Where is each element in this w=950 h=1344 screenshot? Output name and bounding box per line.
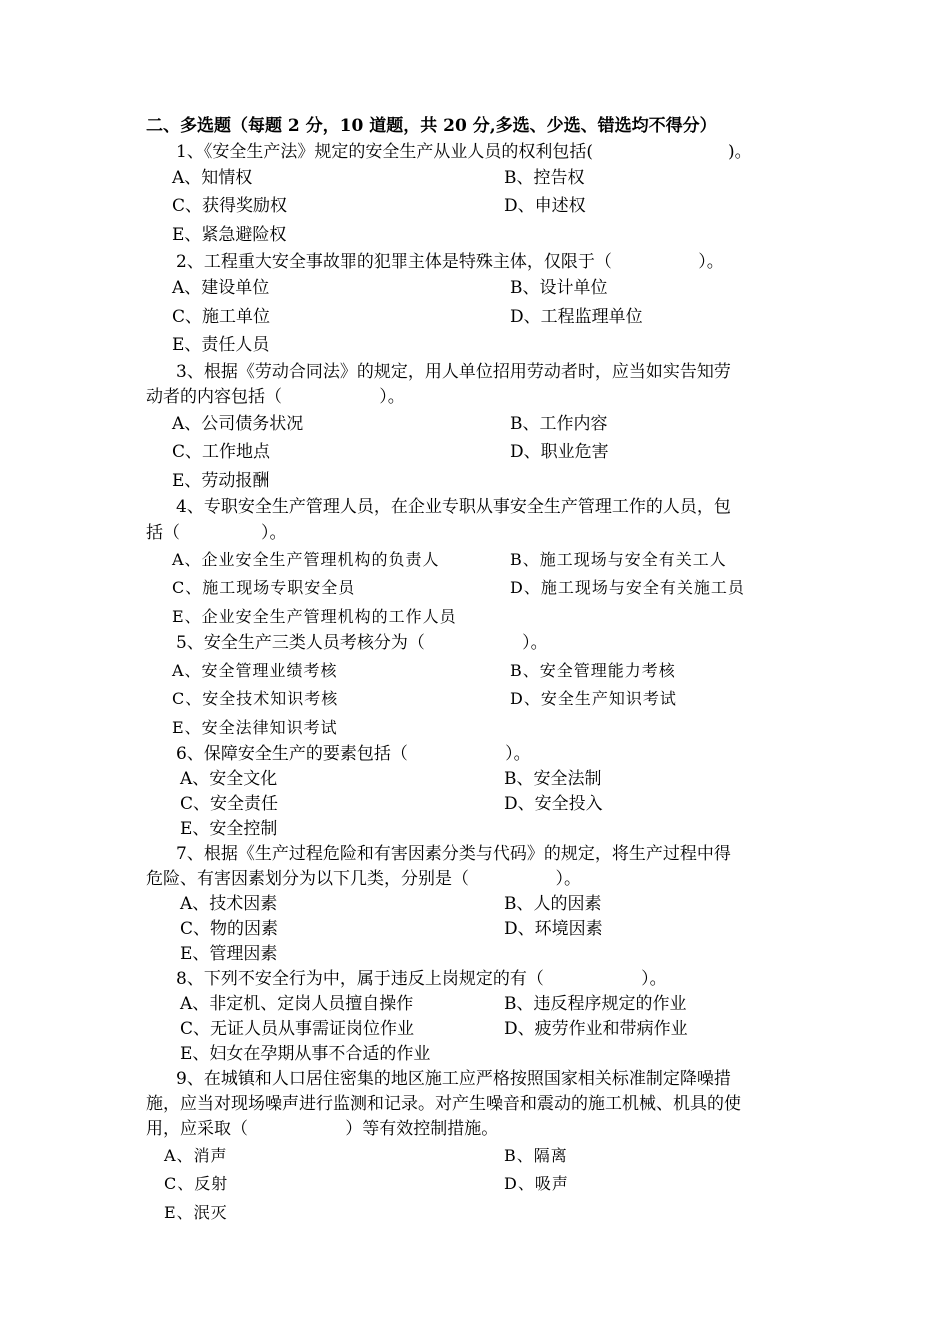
question-9-option-d: D、吸声 — [504, 1174, 569, 1193]
question-7-option-d: D、环境因素 — [504, 919, 603, 939]
question-7-option-a: A、技术因素 — [180, 894, 278, 914]
question-4-stem-line-2: 括（ ）。 — [146, 523, 287, 543]
question-8-option-e: E、妇女在孕期从事不合适的作业 — [180, 1044, 431, 1064]
question-3-option-a: A、公司债务状况 — [172, 414, 304, 434]
question-1-option-a: A、知情权 — [172, 168, 253, 188]
question-4-option-b: B、施工现场与安全有关工人 — [510, 550, 727, 569]
question-2-stem: 2、工程重大安全事故罪的犯罪主体是特殊主体，仅限于（ ）。 — [176, 252, 724, 272]
question-3-stem-line-1: 3、根据《劳动合同法》的规定，用人单位招用劳动者时，应当如实告知劳 — [176, 362, 731, 382]
question-9-stem-line-1: 9、在城镇和人口居住密集的地区施工应严格按照国家相关标准制定降噪措 — [176, 1069, 731, 1089]
question-6-option-d: D、安全投入 — [504, 794, 603, 814]
question-9-option-e: E、泯灭 — [164, 1203, 228, 1222]
question-9-option-a: A、消声 — [164, 1146, 228, 1165]
question-4-option-c: C、施工现场专职安全员 — [172, 578, 356, 597]
question-4-option-e: E、企业安全生产管理机构的工作人员 — [172, 607, 457, 626]
question-2-option-b: B、设计单位 — [510, 278, 608, 298]
question-6-option-c: C、安全责任 — [180, 794, 279, 814]
question-4-option-a: A、企业安全生产管理机构的负责人 — [172, 550, 440, 569]
question-3-option-c: C、工作地点 — [172, 442, 271, 462]
question-7-option-e: E、管理因素 — [180, 944, 278, 964]
question-4-option-d: D、施工现场与安全有关施工员 — [510, 578, 745, 597]
question-4-stem-line-1: 4、专职安全生产管理人员，在企业专职从事安全生产管理工作的人员，包 — [176, 497, 731, 517]
question-3-stem-line-2: 动者的内容包括（ ）。 — [146, 387, 405, 407]
question-6-option-a: A、安全文化 — [180, 769, 278, 789]
question-3-option-d: D、职业危害 — [510, 442, 609, 462]
question-1-option-e: E、紧急避险权 — [172, 225, 287, 245]
question-1-stem: 1、《安全生产法》规定的安全生产从业人员的权利包括( )。 — [176, 142, 752, 162]
question-9-option-c: C、反射 — [164, 1174, 229, 1193]
question-5-option-e: E、安全法律知识考试 — [172, 718, 338, 737]
question-6-option-e: E、安全控制 — [180, 819, 278, 839]
section-title: 二、多选题（每题 2 分，10 道题，共 20 分,多选、少选、错选均不得分） — [146, 116, 717, 136]
question-2-option-a: A、建设单位 — [172, 278, 270, 298]
question-9-stem-line-2: 施，应当对现场噪声进行监测和记录。对产生噪音和震动的施工机械、机具的使 — [146, 1094, 741, 1114]
question-7-option-b: B、人的因素 — [504, 894, 602, 914]
question-5-option-c: C、安全技术知识考核 — [172, 689, 339, 708]
question-7-stem-line-1: 7、根据《生产过程危险和有害因素分类与代码》的规定，将生产过程中得 — [176, 844, 731, 864]
question-5-option-b: B、安全管理能力考核 — [510, 661, 676, 680]
question-5-stem: 5、安全生产三类人员考核分为（ ）。 — [176, 633, 548, 653]
question-8-stem: 8、下列不安全行为中，属于违反上岗规定的有（ ）。 — [176, 969, 667, 989]
question-7-stem-line-2: 危险、有害因素划分为以下几类，分别是（ ）。 — [146, 869, 581, 889]
question-3-option-e: E、劳动报酬 — [172, 471, 270, 491]
question-2-option-d: D、工程监理单位 — [510, 307, 643, 327]
question-1-option-d: D、申述权 — [504, 196, 586, 216]
question-8-option-a: A、非定机、定岗人员擅自操作 — [180, 994, 414, 1014]
question-5-option-d: D、安全生产知识考试 — [510, 689, 677, 708]
question-6-option-b: B、安全法制 — [504, 769, 602, 789]
question-2-option-c: C、施工单位 — [172, 307, 271, 327]
question-2-option-e: E、责任人员 — [172, 335, 270, 355]
question-3-option-b: B、工作内容 — [510, 414, 608, 434]
question-1-option-b: B、控告权 — [504, 168, 585, 188]
question-9-option-b: B、隔离 — [504, 1146, 568, 1165]
question-8-option-b: B、违反程序规定的作业 — [504, 994, 687, 1014]
question-1-option-c: C、获得奖励权 — [172, 196, 288, 216]
question-9-stem-line-3: 用，应采取（ ）等有效控制措施。 — [146, 1119, 499, 1139]
question-6-stem: 6、保障安全生产的要素包括（ ）。 — [176, 744, 531, 764]
question-8-option-d: D、疲劳作业和带病作业 — [504, 1019, 688, 1039]
question-5-option-a: A、安全管理业绩考核 — [172, 661, 338, 680]
question-8-option-c: C、无证人员从事需证岗位作业 — [180, 1019, 415, 1039]
question-7-option-c: C、物的因素 — [180, 919, 279, 939]
